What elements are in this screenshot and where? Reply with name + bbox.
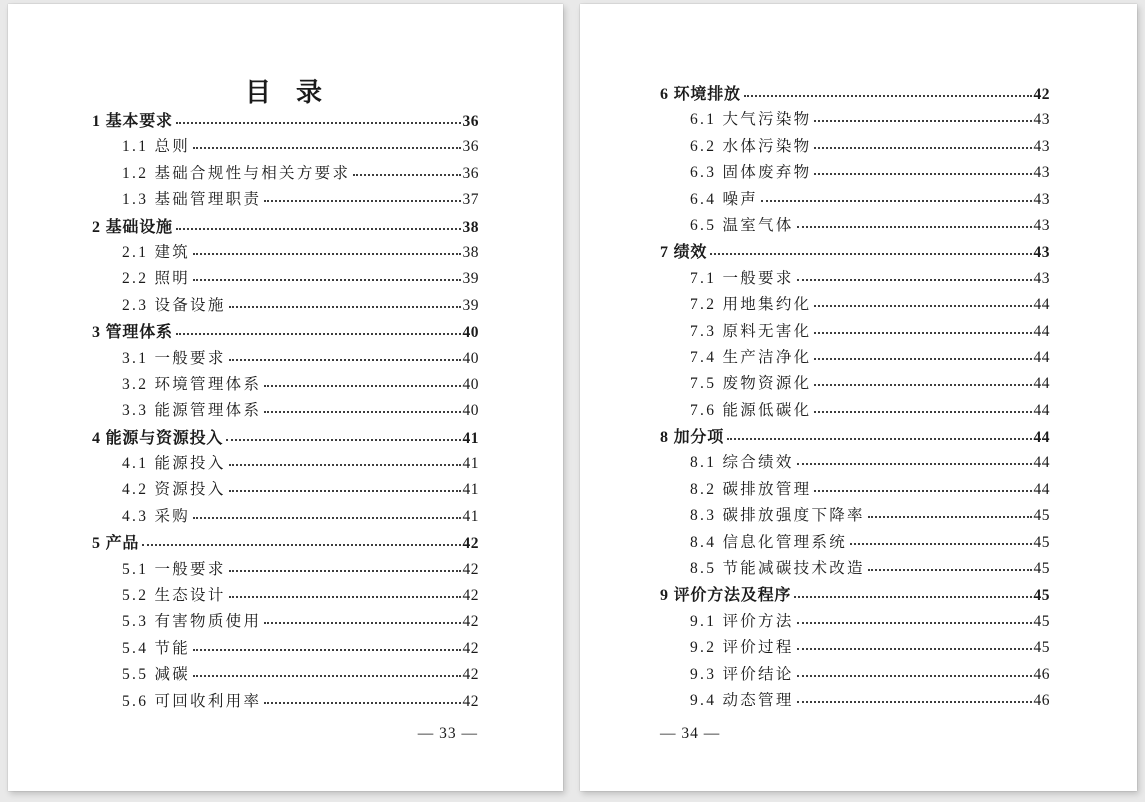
toc-entry [660,134,1050,160]
dotted-leader [193,675,460,677]
toc-entry [92,689,479,715]
toc-entry [660,239,1050,265]
toc-entry-label: 2.2 照明 [122,270,191,288]
toc-entry [660,688,1050,714]
toc-entry-page-number: 45 [1033,560,1050,578]
dotted-leader [264,702,460,704]
toc-entry-label: 6 环境排放 [660,86,741,103]
dotted-leader [797,622,1032,624]
toc-entry [660,424,1050,450]
toc-entry-page-number: 36 [462,138,479,156]
toc-entry [92,477,479,503]
toc-entry [92,425,479,451]
toc-entry [92,583,479,609]
toc-entry-label: 4.1 能源投入 [122,455,226,473]
toc-entry [660,160,1050,186]
toc-entry-page-number: 44 [1033,480,1050,498]
page-number-footer-33: — 33 — [417,725,478,742]
toc-entry-label: 5 产品 [92,535,140,553]
dotted-leader [229,359,461,361]
toc-entry-page-number: 36 [462,113,479,130]
toc-entry-page-number: 42 [462,666,479,684]
toc-entry-label: 3.2 环境管理体系 [122,375,262,393]
toc-entry-label: 7 绩效 [660,244,708,262]
dotted-leader [193,253,460,255]
toc-entry [92,319,479,345]
toc-entry [660,213,1050,239]
toc-entry [92,372,479,398]
toc-entry [660,371,1050,397]
dotted-leader [814,120,1031,122]
toc-entry-page-number: 42 [462,639,479,657]
toc-entry [92,662,479,688]
toc-entry-label: 2.3 设备设施 [122,296,226,314]
dotted-leader [229,596,461,598]
dotted-leader [814,305,1031,307]
dotted-leader [727,438,1031,440]
toc-entry-label: 7.2 用地集约化 [690,296,812,314]
toc-entry-page-number: 40 [462,375,479,393]
toc-entry-label: 6.1 大气污染物 [690,111,812,129]
toc-entry-page-number: 40 [462,324,479,342]
toc-entry-label: 5.3 有害物质使用 [122,613,262,631]
toc-entry-page-number: 36 [462,164,479,182]
toc-entry-page-number: 43 [1033,111,1050,129]
toc-entry-label: 8.4 信息化管理系统 [690,533,848,551]
toc-entry-page-number: 42 [462,587,479,605]
toc-entry-page-number: 40 [462,402,479,420]
toc-entry [92,530,479,556]
dotted-leader [264,411,460,413]
dotted-leader [797,279,1032,281]
toc-entry-label: 5.6 可回收利用率 [122,692,262,710]
toc-entry [92,134,479,160]
toc-entry-label: 6.4 噪声 [690,190,759,208]
dotted-leader [794,596,1031,598]
dotted-leader [868,516,1032,518]
toc-entries-left [92,108,479,715]
toc-entry-label: 5.2 生态设计 [122,587,226,605]
dotted-leader [353,174,460,176]
toc-entry-label: 4.3 采购 [122,507,191,525]
dotted-leader [229,464,461,466]
toc-entry [92,214,479,240]
dotted-leader [193,649,460,651]
dotted-leader [193,279,460,281]
toc-entry-label: 9.1 评价方法 [690,612,794,630]
toc-entry [660,292,1050,318]
dotted-leader [814,490,1031,492]
toc-entry-page-number: 44 [1033,322,1050,340]
toc-entry [660,582,1050,608]
dotted-leader [193,147,460,149]
dotted-leader [193,517,460,519]
toc-entry-label: 7.1 一般要求 [690,269,794,287]
toc-entry-page-number: 42 [462,535,479,553]
toc-entry [92,398,479,424]
dotted-leader [814,173,1031,175]
toc-entry-page-number: 42 [462,613,479,631]
toc-entry-label: 7.4 生产洁净化 [690,348,812,366]
toc-entry-label: 6.5 温室气体 [690,216,794,234]
toc-entry [660,81,1050,107]
toc-entry-label: 3 管理体系 [92,324,173,342]
dotted-leader [797,675,1032,677]
dotted-leader [176,122,461,124]
toc-entry-label: 1.2 基础合规性与相关方要求 [122,164,351,182]
toc-entry-page-number: 41 [462,429,479,447]
toc-entry [660,477,1050,503]
toc-entry-page-number: 43 [1033,137,1050,155]
dotted-leader [850,543,1031,545]
toc-entry-page-number: 45 [1033,587,1050,605]
toc-entry-label: 3.1 一般要求 [122,349,226,367]
toc-entry-page-number: 45 [1033,612,1050,630]
toc-title: 目 录 [244,78,326,107]
toc-entry-label: 2.1 建筑 [122,243,191,261]
toc-entry-label: 8.2 碳排放管理 [690,480,812,498]
toc-entry [660,345,1050,371]
dotted-leader [814,332,1031,334]
toc-entry-page-number: 44 [1033,401,1050,419]
toc-entry-label: 5.5 减碳 [122,666,191,684]
toc-entry [92,108,479,134]
toc-entry [92,504,479,530]
toc-entry-label: 2 基础设施 [92,218,173,236]
dotted-leader [264,385,460,387]
toc-entry [660,187,1050,213]
toc-entry-label: 9.3 评价结论 [690,665,794,683]
dotted-leader [744,95,1032,97]
toc-entry-label: 8.3 碳排放强度下降率 [690,507,865,525]
toc-entry [660,662,1050,688]
toc-entry [92,187,479,213]
toc-entry-page-number: 42 [462,692,479,710]
dotted-leader [797,648,1032,650]
toc-entry-label: 1 基本要求 [92,113,173,130]
toc-entry-page-number: 43 [1033,244,1050,262]
toc-entry [92,161,479,187]
toc-entry-page-number: 46 [1033,665,1050,683]
toc-entry [660,635,1050,661]
toc-entry-page-number: 41 [462,455,479,473]
dotted-leader [142,544,460,546]
toc-entry [660,450,1050,476]
toc-entry-label: 9 评价方法及程序 [660,587,792,605]
toc-entry-page-number: 42 [1033,86,1050,103]
toc-entry-page-number: 39 [462,270,479,288]
toc-entry-page-number: 43 [1033,190,1050,208]
toc-entry-page-number: 44 [1033,429,1050,447]
toc-entry-label: 5.1 一般要求 [122,560,226,578]
dotted-leader [229,306,461,308]
toc-entry-label: 6.2 水体污染物 [690,137,812,155]
dotted-leader [814,384,1031,386]
toc-entry-label: 9.2 评价过程 [690,639,794,657]
toc-entry [660,319,1050,345]
dotted-leader [264,200,460,202]
toc-entry-page-number: 46 [1033,691,1050,709]
dotted-leader [710,253,1031,255]
toc-entries-right [660,81,1050,714]
toc-entry-label: 3.3 能源管理体系 [122,402,262,420]
toc-entry-label: 7.6 能源低碳化 [690,401,812,419]
toc-entry-page-number: 44 [1033,375,1050,393]
toc-entry-page-number: 38 [462,218,479,236]
dotted-leader [176,333,461,335]
toc-entry [92,293,479,319]
toc-entry-label: 7.5 废物资源化 [690,375,812,393]
dotted-leader [814,147,1031,149]
toc-entry-page-number: 42 [462,560,479,578]
toc-entry-page-number: 45 [1033,533,1050,551]
toc-entry-page-number: 44 [1033,348,1050,366]
dotted-leader [797,701,1032,703]
toc-entry-page-number: 43 [1033,269,1050,287]
dotted-leader [229,570,461,572]
toc-entry-page-number: 45 [1033,507,1050,525]
toc-entry [660,609,1050,635]
toc-entry-label: 4 能源与资源投入 [92,429,224,447]
toc-entry [92,266,479,292]
toc-entry-page-number: 37 [462,191,479,209]
toc-entry [660,266,1050,292]
toc-entry-label: 1.3 基础管理职责 [122,191,262,209]
toc-entry-label: 8.1 综合绩效 [690,454,794,472]
dotted-leader [226,439,460,441]
toc-entry-label: 6.3 固体废弃物 [690,164,812,182]
toc-entry-page-number: 44 [1033,454,1050,472]
toc-entry-label: 7.3 原料无害化 [690,322,812,340]
dotted-leader [176,228,461,230]
toc-entry-page-number: 44 [1033,296,1050,314]
toc-entry-label: 8 加分项 [660,429,725,447]
toc-page-right [580,4,1137,791]
toc-entry [92,636,479,662]
toc-entry-page-number: 38 [462,243,479,261]
page-number-footer-34: — 34 — [660,725,721,742]
toc-entry [660,107,1050,133]
dotted-leader [797,463,1032,465]
toc-entry [660,503,1050,529]
toc-entry-page-number: 41 [462,507,479,525]
toc-entry-page-number: 40 [462,349,479,367]
dotted-leader [814,411,1031,413]
toc-entry [92,240,479,266]
toc-entry-label: 9.4 动态管理 [690,691,794,709]
toc-entry-label: 5.4 节能 [122,639,191,657]
toc-page-left [8,4,563,791]
dotted-leader [797,226,1032,228]
toc-entry [92,609,479,635]
toc-entry [660,398,1050,424]
toc-entry [92,557,479,583]
toc-entry-page-number: 43 [1033,216,1050,234]
toc-entry-page-number: 43 [1033,164,1050,182]
toc-entry-page-number: 45 [1033,639,1050,657]
toc-entry-label: 8.5 节能减碳技术改造 [690,560,865,578]
toc-entry [92,346,479,372]
toc-entry [92,451,479,477]
dotted-leader [868,569,1032,571]
toc-entry-label: 4.2 资源投入 [122,481,226,499]
dotted-leader [761,200,1031,202]
toc-entry [660,530,1050,556]
dotted-leader [264,622,460,624]
dotted-leader [229,490,461,492]
dotted-leader [814,358,1031,360]
toc-entry-label: 1.1 总则 [122,138,191,156]
toc-entry-page-number: 39 [462,296,479,314]
toc-entry [660,556,1050,582]
toc-entry-page-number: 41 [462,481,479,499]
